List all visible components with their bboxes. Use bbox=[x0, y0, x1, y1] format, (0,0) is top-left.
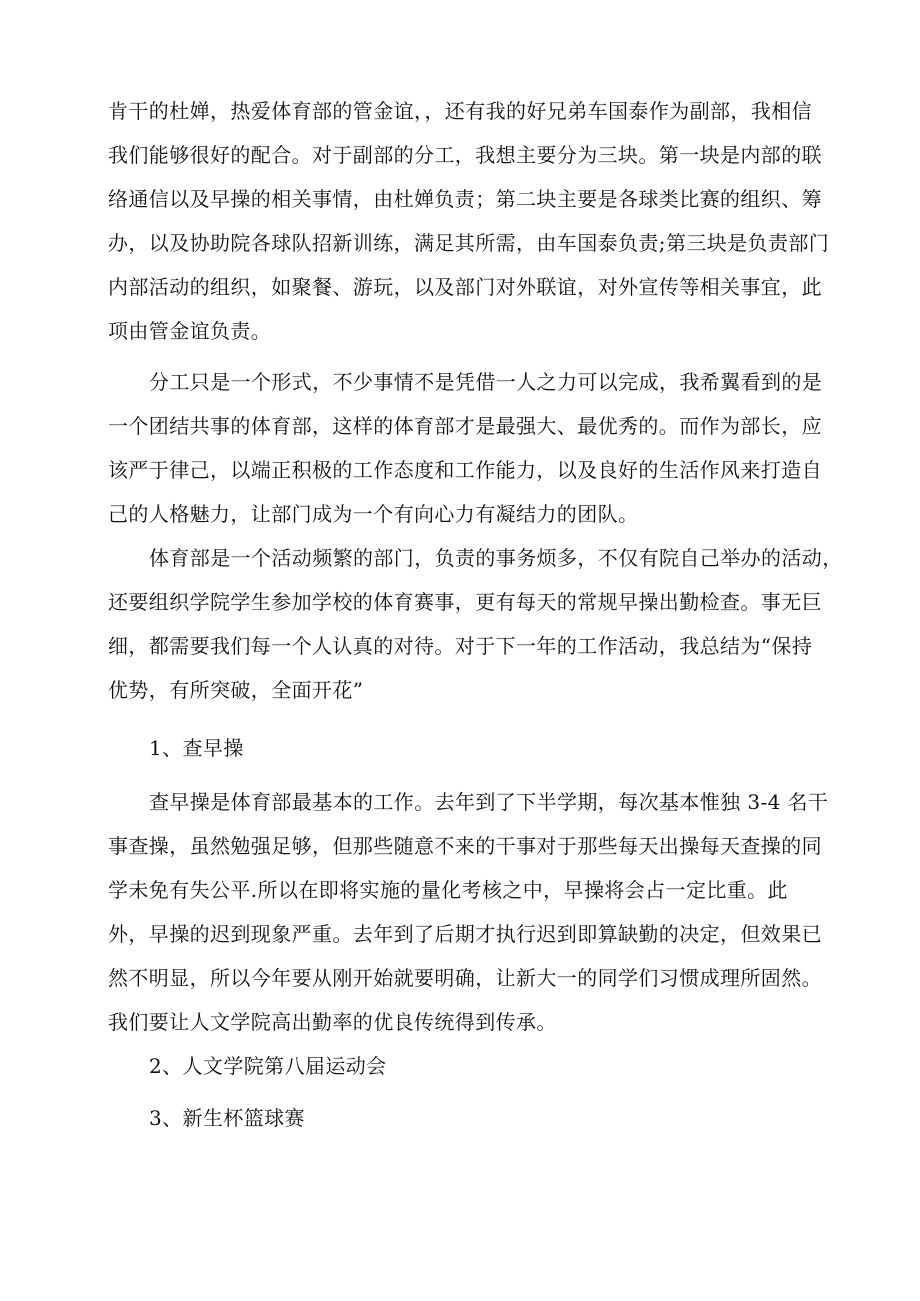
section-heading: 1、查早操 bbox=[149, 736, 244, 760]
text-line: 办，以及协助院各球队招新训练，满足其所需，由车国泰负责;第三块是负责部门 bbox=[108, 231, 830, 255]
section-heading: 3、新生杯篮球赛 bbox=[149, 1106, 305, 1130]
text-line: 我们要让人文学院高出勤率的优良传统得到传承。 bbox=[108, 1010, 557, 1034]
text-line: 项由管金谊负责。 bbox=[108, 319, 272, 343]
text-line: 学未免有失公平.所以在即将实施的量化考核之中，早操将会占一定比重。此 bbox=[108, 878, 788, 902]
text-line: 细，都需要我们每一个人认真的对待。对于下一年的工作活动，我总结为“保持 bbox=[108, 634, 813, 658]
text-line: 络通信以及早操的相关事情，由杜婵负责；第二块主要是各球类比赛的组织、筹 bbox=[108, 187, 822, 211]
text-line: 分工只是一个形式，不少事情不是凭借一人之力可以完成，我希翼看到的是 bbox=[149, 370, 823, 394]
text-line: 优势，有所突破，全面开花” bbox=[108, 678, 364, 702]
text-line: 然不明显，所以今年要从刚开始就要明确，让新大一的同学们习惯成理所固然。 bbox=[108, 966, 822, 990]
text-line: 内部活动的组织，如聚餐、游玩，以及部门对外联谊，对外宣传等相关事宜，此 bbox=[108, 275, 822, 299]
text-line: 体育部是一个活动频繁的部门，负责的事务烦多，不仅有院自己举办的活动， bbox=[149, 546, 843, 570]
text-line: 一个团结共事的体育部，这样的体育部才是最强大、最优秀的。而作为部长，应 bbox=[108, 414, 822, 438]
text-line: 查早操是体育部最基本的工作。去年到了下半学期，每次基本惟独 3-4 名干 bbox=[149, 790, 829, 814]
text-line: 己的人格魅力，让部门成为一个有向心力有凝结力的团队。 bbox=[108, 502, 639, 526]
text-line: 外，早操的迟到现象严重。去年到了后期才执行迟到即算缺勤的决定，但效果已 bbox=[108, 922, 822, 946]
text-line: 肯干的杜婵，热爱体育部的管金谊，，还有我的好兄弟车国泰作为副部，我相信 bbox=[108, 99, 812, 123]
section-heading: 2、人文学院第八届运动会 bbox=[149, 1054, 387, 1078]
text-line: 我们能够很好的配合。对于副部的分工，我想主要分为三块。第一块是内部的联 bbox=[108, 143, 822, 167]
text-line: 事查操，虽然勉强足够，但那些随意不来的干事对于那些每天出操每天查操的同 bbox=[108, 834, 822, 858]
text-line: 该严于律己，以端正积极的工作态度和工作能力，以及良好的生活作风来打造自 bbox=[108, 458, 822, 482]
text-line: 还要组织学院学生参加学校的体育赛事，更有每天的常规早操出勤检查。事无巨 bbox=[108, 590, 822, 614]
